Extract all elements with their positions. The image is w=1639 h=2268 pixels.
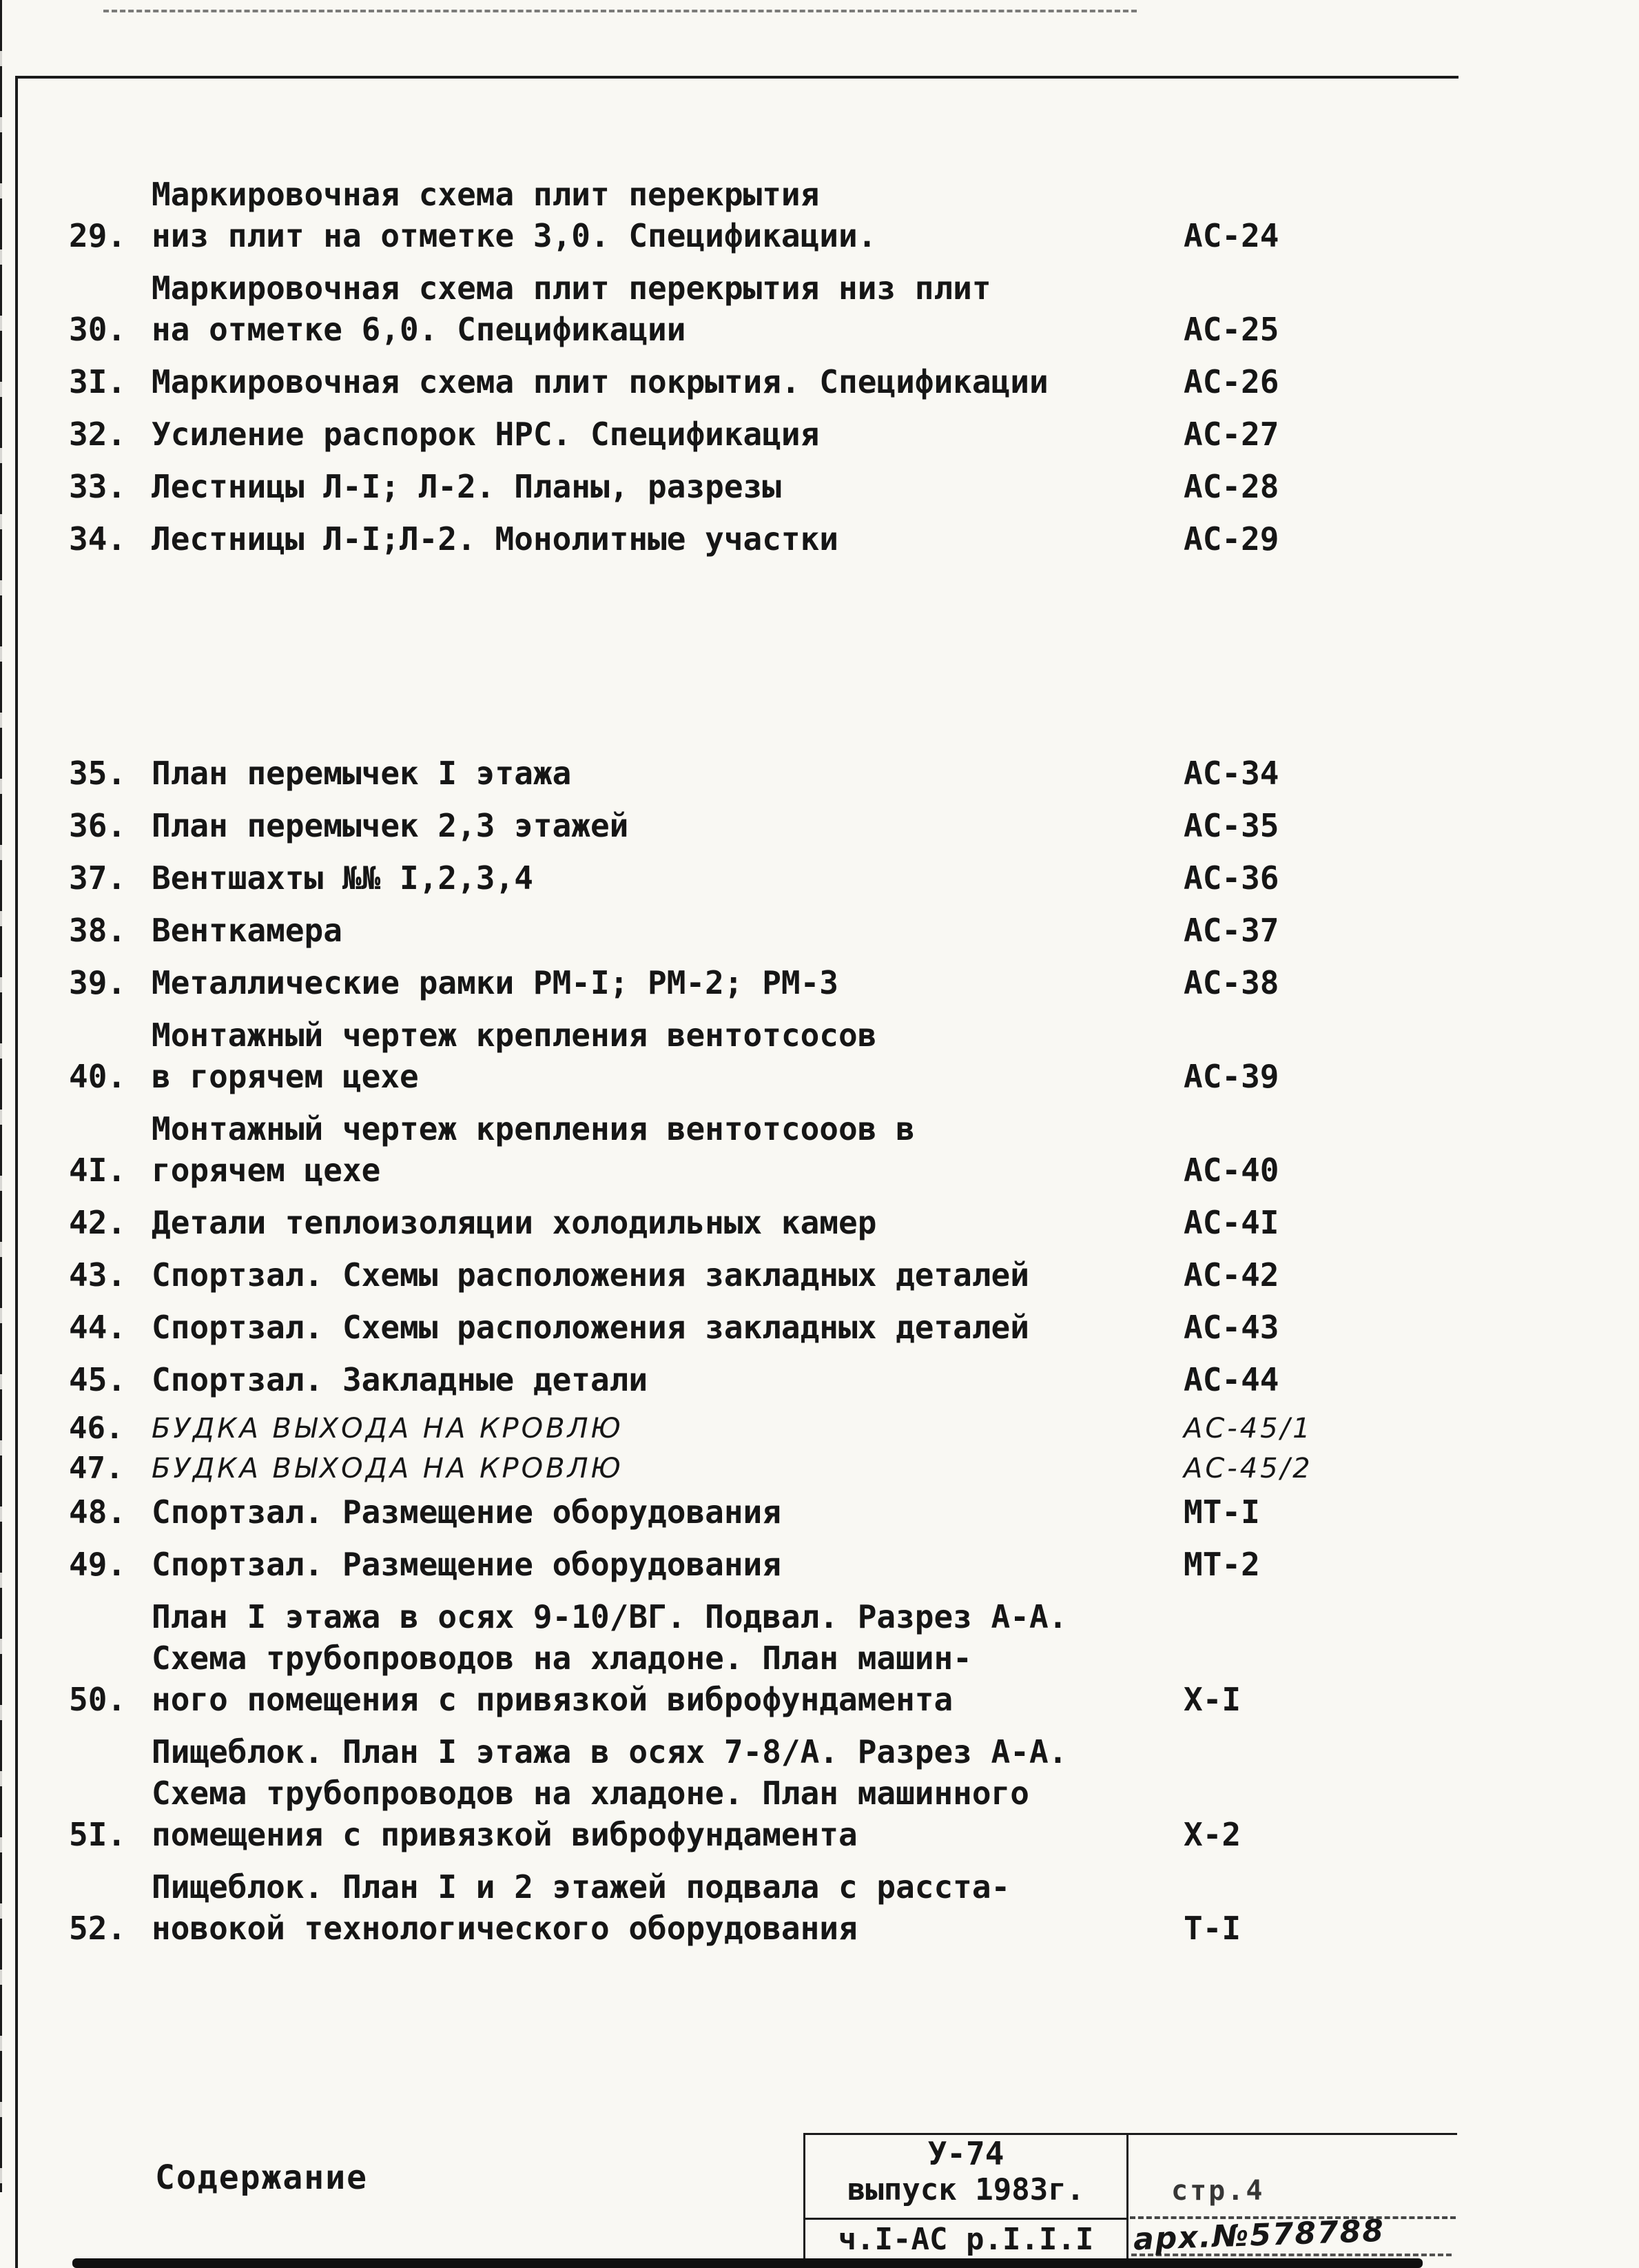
toc-item-title-line: Маркировочная схема плит перекрытия <box>152 176 820 213</box>
toc-item-title <box>152 1014 1184 1097</box>
toc-item-code: Х-2 <box>1184 1816 1241 1853</box>
toc-item-code: МТ-2 <box>1184 1546 1260 1583</box>
toc-item-number: 45. <box>69 1361 127 1398</box>
scan-artifact-bottom <box>72 2258 1423 2268</box>
toc-item <box>69 1544 1456 1585</box>
toc-item-title-line: Спортзал. Размещение оборудования <box>152 1493 781 1531</box>
toc-item-number: 32. <box>69 416 127 453</box>
toc-item-code: АС-42 <box>1184 1256 1279 1294</box>
toc-item <box>69 1359 1456 1400</box>
toc-item-code: АС-4I <box>1184 1204 1279 1241</box>
toc-item-number: 36. <box>69 807 127 844</box>
toc-item-title-line: План перемычек I этажа <box>152 755 572 792</box>
toc-item-number: 30. <box>69 311 127 348</box>
toc-item-title-line: Маркировочная схема плит покрытия. Спецификации <box>152 363 1049 400</box>
toc-item-number: 49. <box>69 1546 127 1583</box>
toc-item-code: АС-39 <box>1184 1058 1279 1095</box>
toc-item-title-line: Металлические рамки РМ-I; РМ-2; РМ-3 <box>152 964 838 1001</box>
toc-item-code: МТ-I <box>1184 1493 1260 1531</box>
toc-item <box>69 1254 1456 1296</box>
toc-item-title <box>152 1544 1184 1585</box>
toc-item-number: 35. <box>69 755 127 792</box>
toc-item <box>69 267 1456 350</box>
toc-item-title <box>152 962 1184 1003</box>
toc-item-title <box>152 267 1184 350</box>
toc-item-number: 44. <box>69 1309 127 1346</box>
toc-item <box>69 174 1456 256</box>
toc-item-code: АС-38 <box>1184 964 1279 1001</box>
toc-item <box>69 1411 1456 1446</box>
toc-item <box>69 466 1456 507</box>
toc-item-title-line: Монтажный чертеж крепления вентотсосов <box>152 1016 877 1054</box>
toc-item-title-line: План I этажа в осях 9-10/ВГ. Подвал. Разрез А-А. <box>152 1598 1068 1635</box>
toc-item-number: 34. <box>69 520 127 558</box>
toc-item-code: АС-28 <box>1184 468 1279 505</box>
toc-item-number: 43. <box>69 1256 127 1294</box>
toc-item-title <box>152 1491 1184 1533</box>
frame-top-rule <box>15 76 1458 79</box>
toc-item-title <box>152 1866 1184 1949</box>
toc-item-number: 42. <box>69 1204 127 1241</box>
toc-item-code: Т-I <box>1184 1910 1241 1947</box>
toc-item <box>69 1108 1456 1191</box>
toc-item-code: АС-35 <box>1184 807 1279 844</box>
toc-item-title <box>152 361 1184 402</box>
toc-item-number: 4I. <box>69 1152 127 1189</box>
toc-item-title <box>152 1202 1184 1243</box>
toc-item-title-line: Усиление распорок НРС. Спецификация <box>152 416 820 453</box>
toc-item-title-line: Лестницы Л-I; Л-2. Планы, разрезы <box>152 468 781 505</box>
toc-item-title-line: Вентшахты №№ I,2,3,4 <box>152 859 533 897</box>
footer-doc-part: ч.I-АС р.I.I.I <box>838 2222 1094 2257</box>
toc-item <box>69 857 1456 899</box>
toc-item-code: АС-24 <box>1184 217 1279 254</box>
toc-item-title <box>152 1108 1184 1191</box>
toc-item-title-line: Схема трубопроводов на хладоне. План машинного <box>152 1775 1029 1812</box>
frame-right-rule <box>0 0 2 2192</box>
toc-item-number: 46. <box>69 1411 124 1446</box>
toc-item <box>69 1014 1456 1097</box>
toc-item <box>69 962 1456 1003</box>
toc-item-number: 50. <box>69 1681 127 1718</box>
toc-item-number: 40. <box>69 1058 127 1095</box>
toc-item <box>69 1202 1456 1243</box>
toc-item-title-line: Спортзал. Схемы расположения закладных деталей <box>152 1256 1029 1294</box>
toc-item <box>69 1307 1456 1348</box>
toc-item-code: АС-45/2 <box>1184 1453 1313 1484</box>
footer-section-title: Содержание <box>155 2158 368 2197</box>
toc-item <box>69 518 1456 560</box>
toc-item <box>69 805 1456 846</box>
toc-item-title-line: в горячем цехе <box>152 1058 419 1095</box>
toc-item-title-line: на отметке 6,0. Спецификации <box>152 311 686 348</box>
footer-page-label: стр.4 <box>1171 2175 1265 2207</box>
toc-item <box>69 1491 1456 1533</box>
footer-mid-rule <box>803 2218 1128 2220</box>
toc-item <box>69 753 1456 794</box>
toc-item <box>69 1731 1456 1855</box>
toc-item-number: 38. <box>69 912 127 949</box>
toc-item-title-line: Схема трубопроводов на хладоне. План машин- <box>152 1639 972 1677</box>
toc-item-number: 37. <box>69 859 127 897</box>
toc-item-title-line: Монтажный чертеж крепления вентотсооов в <box>152 1110 915 1147</box>
toc-item-title <box>152 174 1184 256</box>
toc-item-code: АС-29 <box>1184 520 1279 558</box>
toc-item-code: АС-36 <box>1184 859 1279 897</box>
toc-item-title <box>152 1254 1184 1296</box>
toc-item-number: 39. <box>69 964 127 1001</box>
toc-item-title-line: Пищеблок. План I этажа в осях 7-8/А. Разрез А-А. <box>152 1733 1068 1770</box>
frame-left-rule <box>15 76 18 2268</box>
toc-item-title <box>152 466 1184 507</box>
toc-item-code: АС-44 <box>1184 1361 1279 1398</box>
toc-item-title-line: БУДКА ВЫХОДА НА КРОВЛЮ <box>152 1413 623 1444</box>
toc-item-title-line: помещения с привязкой виброфундамента <box>152 1816 858 1853</box>
toc-item <box>69 1451 1456 1486</box>
toc-item-title-line: горячем цехе <box>152 1152 381 1189</box>
toc-item-title <box>152 910 1184 951</box>
toc-item <box>69 413 1456 455</box>
toc-item-code: Х-I <box>1184 1681 1241 1718</box>
toc-item-title-line: ного помещения с привязкой виброфундамента <box>152 1681 953 1718</box>
toc-item-title-line: Спортзал. Закладные детали <box>152 1361 648 1398</box>
toc-item-title-line: новокой технологического оборудования <box>152 1910 858 1947</box>
toc-item-code: АС-40 <box>1184 1152 1279 1189</box>
toc-item-code: АС-27 <box>1184 416 1279 453</box>
toc-item-title-line: БУДКА ВЫХОДА НА КРОВЛЮ <box>152 1453 623 1484</box>
toc-item-title <box>152 1307 1184 1348</box>
toc-item-title <box>152 857 1184 899</box>
toc-item-title-line: Спортзал. Схемы расположения закладных деталей <box>152 1309 1029 1346</box>
scan-edge-dashes <box>103 10 1137 12</box>
toc-item-code: АС-34 <box>1184 755 1279 792</box>
toc-item-code: АС-37 <box>1184 912 1279 949</box>
toc-item-title <box>152 753 1184 794</box>
toc-item-code: АС-43 <box>1184 1309 1279 1346</box>
toc-item-number: 52. <box>69 1910 127 1947</box>
toc-item-number: 5I. <box>69 1816 127 1853</box>
toc-item-title <box>152 1411 1184 1446</box>
footer-doc-series: У-74 <box>927 2135 1004 2172</box>
toc-item-number: 33. <box>69 468 127 505</box>
toc-item-title <box>152 518 1184 560</box>
footer-archive-number: арх.№578788 <box>1133 2213 1385 2258</box>
toc-item <box>69 361 1456 402</box>
toc-item-title-line: Детали теплоизоляции холодильных камер <box>152 1204 877 1241</box>
toc-item <box>69 910 1456 951</box>
toc-item <box>69 1596 1456 1720</box>
toc-item-code: АС-26 <box>1184 363 1279 400</box>
toc-item-number: 3I. <box>69 363 127 400</box>
toc-item-number: 29. <box>69 217 127 254</box>
toc-item <box>69 1866 1456 1949</box>
toc-item-code: АС-45/1 <box>1184 1413 1313 1444</box>
toc-item-title-line: низ плит на отметке 3,0. Спецификации. <box>152 217 877 254</box>
toc-item-code: АС-25 <box>1184 311 1279 348</box>
contents-list <box>69 174 1456 1960</box>
toc-item-title <box>152 1359 1184 1400</box>
toc-item-title <box>152 1731 1184 1855</box>
toc-item-title-line: Пищеблок. План I и 2 этажей подвала с расста- <box>152 1868 1011 1906</box>
toc-item-title-line: План перемычек 2,3 этажей <box>152 807 629 844</box>
toc-item-number: 47. <box>69 1451 124 1486</box>
footer-doc-issue: выпуск 1983г. <box>847 2172 1085 2207</box>
toc-item-title-line: Лестницы Л-I;Л-2. Монолитные участки <box>152 520 838 558</box>
toc-item-title-line: Венткамера <box>152 912 342 949</box>
toc-item-title <box>152 1451 1184 1486</box>
toc-item-title <box>152 413 1184 455</box>
toc-item-number: 48. <box>69 1493 127 1531</box>
toc-item-title <box>152 1596 1184 1720</box>
toc-item-title-line: Спортзал. Размещение оборудования <box>152 1546 781 1583</box>
toc-item-title-line: Маркировочная схема плит перекрытия низ плит <box>152 269 991 307</box>
toc-item-title <box>152 805 1184 846</box>
